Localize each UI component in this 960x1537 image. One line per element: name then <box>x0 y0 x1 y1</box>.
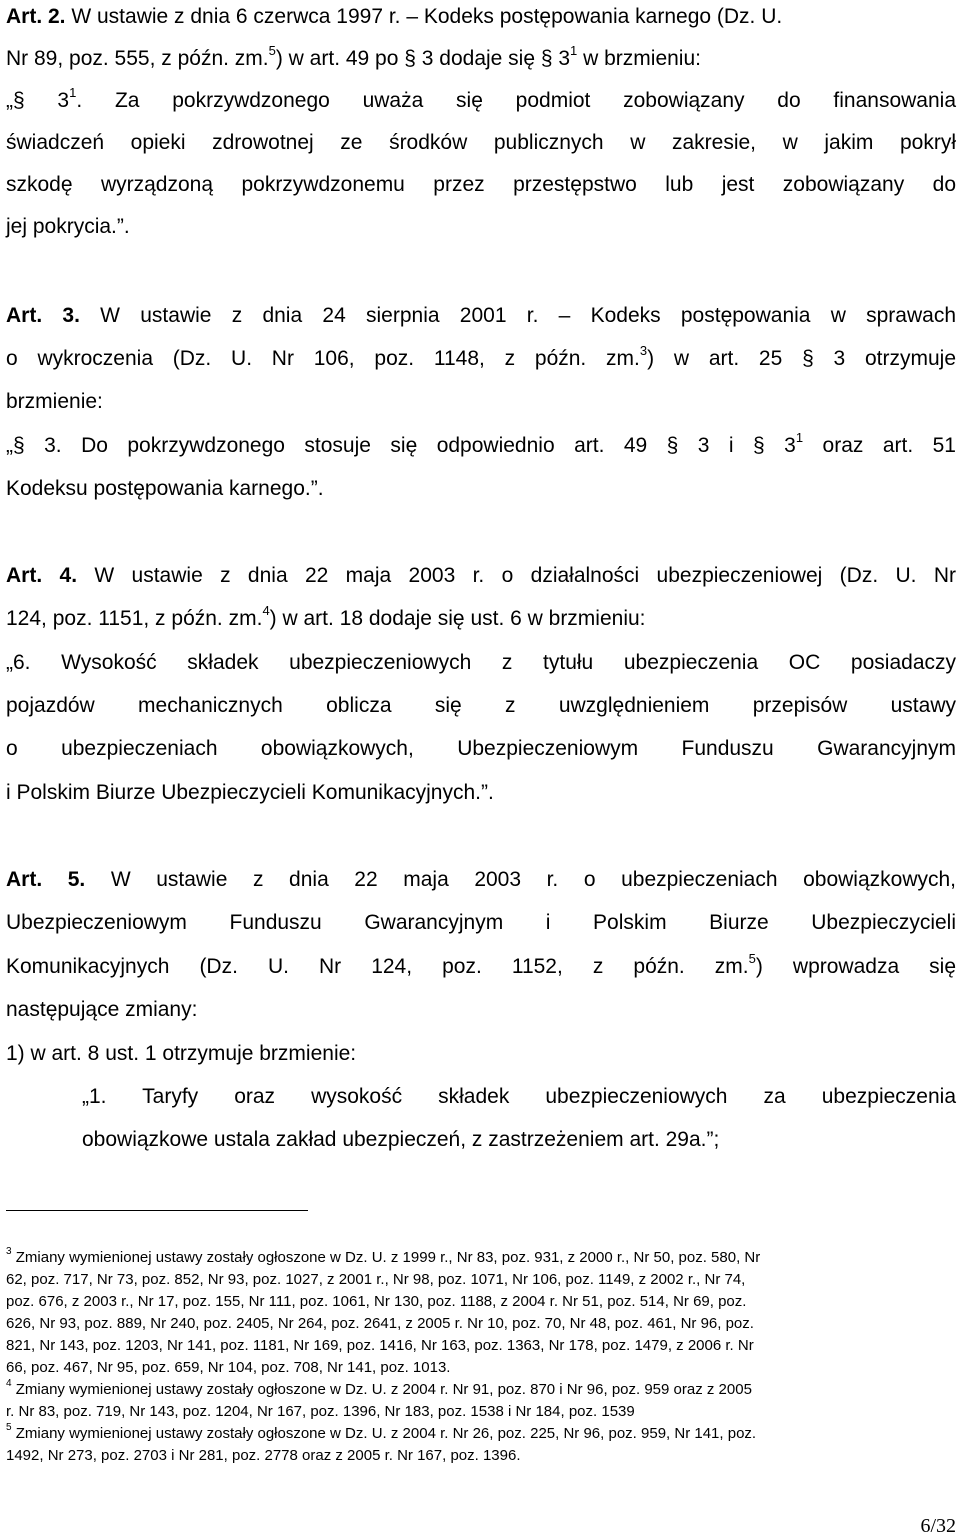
art3-line2-b: ) w art. 25 § 3 otrzymuje <box>647 347 956 370</box>
superscript: 1 <box>795 430 804 445</box>
art2-label: Art. 2. <box>6 5 66 28</box>
page-number: 6/32 <box>920 1515 956 1537</box>
art2-line1 <box>6 6 782 27</box>
art2-q1-b: . Za pokrzywdzonego uważa się podmiot zobowiązany do finansowania <box>76 89 957 112</box>
footnote-separator <box>6 1210 308 1211</box>
superscript: 1 <box>570 43 578 58</box>
footnote-3-line6: 66, poz. 467, Nr 95, poz. 659, Nr 104, poz. 708, Nr 141, poz. 1013. <box>6 1359 451 1376</box>
footnote-3-line3: poz. 676, z 2003 r., Nr 17, poz. 155, Nr 111, poz. 1061, Nr 130, poz. 1188, z 2004 r. Nr 51, poz. 514, Nr 69, poz. <box>6 1293 747 1310</box>
art4-line2 <box>6 603 646 630</box>
art5-line1 <box>6 869 956 890</box>
art3-line1-text: W ustawie z dnia 24 sierpnia 2001 r. – Kodeks postępowania w sprawach <box>79 304 957 327</box>
art3-q1-a: „§ 3. Do pokrzywdzonego stosuje się odpowiednio art. 49 § 3 i § 3 <box>6 434 796 457</box>
footnote-4-line2: r. Nr 83, poz. 719, Nr 143, poz. 1204, Nr 167, poz. 1396, Nr 183, poz. 1538 i Nr 184, poz. 1539 <box>6 1403 635 1420</box>
art5-line1-text: W ustawie z dnia 22 maja 2003 r. o ubezpieczeniach obowiązkowych, <box>85 868 956 891</box>
footnote-text: Zmiany wymienionej ustawy zostały ogłoszone w Dz. U. z 2004 r. Nr 91, poz. 870 i Nr 96, poz. 959 oraz z 2005 <box>11 1381 752 1398</box>
art3-quote-line2: Kodeksu postępowania karnego.”. <box>6 477 324 500</box>
art4-line1-text: W ustawie z dnia 22 maja 2003 r. o działalności ubezpieczeniowej (Dz. U. Nr <box>77 564 956 587</box>
footnote-4-line1 <box>6 1378 752 1398</box>
footnote-number: 5 <box>6 1422 12 1433</box>
art5-line3 <box>6 951 957 978</box>
footnote-3-line2: 62, poz. 717, Nr 73, poz. 852, Nr 93, poz. 1027, z 2001 r., Nr 98, poz. 1071, Nr 106, poz. 1149, z 2002 r., Nr 74, <box>6 1271 746 1288</box>
footnote-5-line2: 1492, Nr 273, poz. 2703 i Nr 281, poz. 2778 oraz z 2005 r. Nr 167, poz. 1396. <box>6 1447 521 1464</box>
art5-line5: 1) w art. 8 ust. 1 otrzymuje brzmienie: <box>6 1042 357 1065</box>
art5-line3-a: Komunikacyjnych (Dz. U. Nr 124, poz. 1152, z późn. zm. <box>6 955 749 978</box>
art2-quote-line3: szkodę wyrządzoną pokrzywdzonemu przez przestępstwo lub jest zobowiązany do <box>6 173 956 196</box>
art2-line2-text-c: w brzmieniu: <box>577 47 701 70</box>
art4-quote-line1: „6. Wysokość składek ubezpieczeniowych z tytułu ubezpieczenia OC posiadaczy <box>6 651 956 674</box>
art3-line1 <box>6 305 956 326</box>
footnote-ref: 3 <box>639 343 648 358</box>
footnote-text: Zmiany wymienionej ustawy zostały ogłoszone w Dz. U. z 1999 r., Nr 83, poz. 931, z 2000 r., Nr 50, poz. 580, Nr <box>11 1249 761 1266</box>
art3-line3: brzmienie: <box>6 390 103 413</box>
art4-line1 <box>6 565 956 586</box>
footnote-ref: 4 <box>262 603 270 618</box>
art2-quote-line2: świadczeń opieki zdrowotnej ze środków publicznych w zakresie, w jakim pokrył <box>6 131 956 154</box>
art2-line2 <box>6 43 701 70</box>
art5-line2: Ubezpieczeniowym Funduszu Gwarancyjnym i Polskim Biurze Ubezpieczycieli <box>6 911 956 934</box>
art3-line2 <box>6 343 956 370</box>
art4-label: Art. 4. <box>6 564 78 587</box>
art3-quote-line1 <box>6 430 956 457</box>
art2-line1-text: W ustawie z dnia 6 czerwca 1997 r. – Kodeks postępowania karnego (Dz. U. <box>65 5 783 28</box>
art2-line2-text-b: ) w art. 49 po § 3 dodaje się § 3 <box>275 47 571 70</box>
art2-quote-line1 <box>6 85 957 112</box>
footnote-3-line5: 821, Nr 143, poz. 1203, Nr 141, poz. 1181, Nr 169, poz. 1416, Nr 163, poz. 1363, Nr 178, poz. 1479, z 2006 r. Nr <box>6 1337 754 1354</box>
art5-line4: następujące zmiany: <box>6 998 198 1021</box>
art4-quote-line4: i Polskim Biurze Ubezpieczycieli Komunikacyjnych.”. <box>6 781 494 804</box>
art5-label: Art. 5. <box>6 868 86 891</box>
art3-q1-b: oraz art. 51 <box>803 434 956 457</box>
footnote-number: 3 <box>6 1246 12 1257</box>
footnote-ref: 5 <box>748 951 756 966</box>
art4-quote-line2: pojazdów mechanicznych oblicza się z uwzględnieniem przepisów ustawy <box>6 694 956 717</box>
art4-line2-a: 124, poz. 1151, z późn. zm. <box>6 607 263 630</box>
art5-quote-line2: obowiązkowe ustala zakład ubezpieczeń, z zastrzeżeniem art. 29a.”; <box>82 1128 720 1151</box>
footnote-number: 4 <box>6 1378 12 1389</box>
footnote-3-line4: 626, Nr 93, poz. 889, Nr 240, poz. 2405, Nr 264, poz. 2641, z 2005 r. Nr 10, poz. 70, Nr 48, poz. 461, Nr 96, poz. <box>6 1315 754 1332</box>
art2-q1-a: „§ 3 <box>6 89 70 112</box>
art2-line2-text-a: Nr 89, poz. 555, z późn. zm. <box>6 47 269 70</box>
art3-line2-a: o wykroczenia (Dz. U. Nr 106, poz. 1148, z późn. zm. <box>6 347 640 370</box>
footnote-text: Zmiany wymienionej ustawy zostały ogłoszone w Dz. U. z 2004 r. Nr 26, poz. 225, Nr 96, poz. 959, Nr 141, poz. <box>11 1425 757 1442</box>
footnote-ref: 5 <box>268 43 276 58</box>
art3-label: Art. 3. <box>6 304 80 327</box>
art4-line2-b: ) w art. 18 dodaje się ust. 6 w brzmieniu: <box>269 607 646 630</box>
art5-line3-b: ) wprowadza się <box>755 955 957 978</box>
art5-quote-line1: „1. Taryfy oraz wysokość składek ubezpieczeniowych za ubezpieczenia <box>82 1085 956 1108</box>
art2-quote-line4: jej pokrycia.”. <box>6 215 130 238</box>
art4-quote-line3: o ubezpieczeniach obowiązkowych, Ubezpieczeniowym Funduszu Gwarancyjnym <box>6 737 956 760</box>
footnote-5-line1 <box>6 1422 757 1442</box>
superscript: 1 <box>69 85 77 100</box>
footnote-3-line1 <box>6 1246 761 1266</box>
